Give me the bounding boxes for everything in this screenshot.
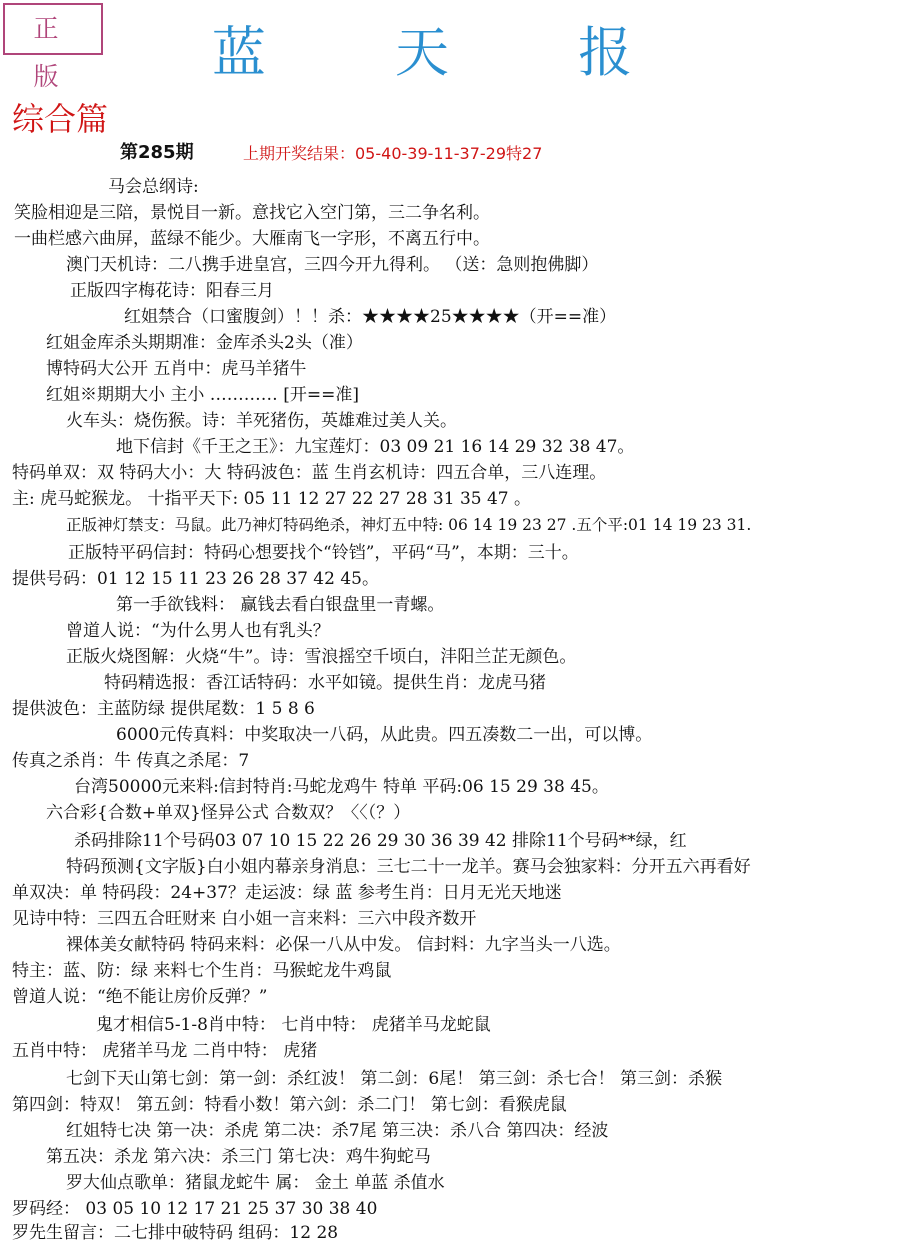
text-line: 裸体美女献特码 特码来料：必保一八从中发。 信封料：九字当头一八选。: [66, 935, 621, 955]
text-line: 鬼才相信5-1-8肖中特： 七肖中特： 虎猪羊马龙蛇鼠: [96, 1015, 491, 1035]
text-line: 主: 虎马蛇猴龙。 十指平天下: 05 11 12 27 22 27 28 31 35 47 。: [12, 489, 532, 509]
text-line: 见诗中特：三四五合旺财来 白小姐一言来料：三六中段齐数开: [12, 909, 477, 929]
section-heading: 综合篇: [12, 100, 109, 138]
text-line: 台湾50000元来料:信封特肖:马蛇龙鸡牛 特单 平码:06 15 29 38 45。: [74, 777, 609, 797]
text-line: 曾道人说：“为什么男人也有乳头？: [66, 621, 330, 641]
text-line: 正版特平码信封：特码心想要找个“铃铛”，平码“马”，本期：三十。: [68, 543, 579, 563]
text-line: 六合彩{合数+单双}怪异公式 合数双？〈〈（？）: [46, 803, 411, 823]
text-line: 单双决：单 特码段：24+37？走运波：绿 蓝 参考生肖：日月无光天地迷: [12, 883, 562, 903]
text-line: 第一手欲钱料： 赢钱去看白银盘里一青螺。: [116, 595, 445, 615]
page-title: 蓝 天 报: [211, 21, 689, 84]
text-line: 笑脸相迎是三陪，景悦目一新。意找它入空门第，三二争名利。: [14, 203, 490, 223]
text-line: 红姐金库杀头期期准：金库杀头2头（准）: [46, 333, 363, 353]
text-line: 特主：蓝、防：绿 来料七个生肖：马猴蛇龙牛鸡鼠: [12, 961, 392, 981]
text-line: 火车头：烧伤猴。诗：羊死猪伤，英雄难过美人关。: [66, 411, 457, 431]
text-line: 正版神灯禁支：马鼠。此乃神灯特码绝杀，神灯五中特: 06 14 19 23 27 .五个平:01 14 19 23 31.: [66, 516, 752, 534]
text-line: 地下信封《千王之王》：九宝莲灯：03 09 21 16 14 29 32 38 47。: [116, 437, 635, 457]
text-line: 罗码经： 03 05 10 12 17 21 25 37 30 38 40: [12, 1199, 378, 1219]
text-line: 第五决：杀龙 第六决：杀三门 第七决：鸡牛狗蛇马: [46, 1147, 431, 1167]
text-line: 提供波色：主蓝防绿 提供尾数：1 5 8 6: [12, 699, 315, 719]
text-line: 红姐特七决 第一决：杀虎 第二决：杀7尾 第三决：杀八合 第四决：经波: [66, 1121, 609, 1141]
last-draw-result: 上期开奖结果：05-40-39-11-37-29特27: [243, 144, 543, 163]
text-line: 七剑下天山第七剑：第一剑：杀红波！ 第二剑：6尾！ 第三剑：杀七合！ 第三剑：杀猴: [66, 1069, 723, 1089]
text-line: 6000元传真料：中奖取决一八码，从此贵。四五凑数二一出，可以博。: [116, 725, 653, 745]
text-line: 一曲栏感六曲屏，蓝绿不能少。大雁南飞一字形，不离五行中。: [14, 229, 490, 249]
text-line: 正版四字梅花诗：阳春三月: [70, 281, 274, 301]
text-line: 正版火烧图解：火烧“牛”。诗：雪浪摇空千顷白，沣阳兰芷无颜色。: [66, 647, 577, 667]
text-line: 特码单双：双 特码大小：大 特码波色：蓝 生肖玄机诗：四五合单，三八连理。: [12, 463, 607, 483]
text-line: 罗大仙点歌单：猪鼠龙蛇牛 属： 金土 单蓝 杀值水: [66, 1173, 445, 1193]
text-line: 特码预测{文字版}白小姐内幕亲身消息：三七二十一龙羊。赛马会独家料：分开五六再看好: [66, 857, 751, 877]
text-line: 第四剑：特双！ 第五剑：特看小数！第六剑：杀二门！ 第七剑：看猴虎鼠: [12, 1095, 567, 1115]
text-line: 五肖中特： 虎猪羊马龙 二肖中特： 虎猪: [12, 1041, 318, 1061]
issue-number: 第285期: [120, 142, 194, 163]
text-line: 马会总纲诗:: [108, 177, 199, 197]
text-line: 罗先生留言：二七排中破特码 组码：12 28: [12, 1223, 339, 1243]
text-line: 红姐※期期大小 主小 ………… [开==准]: [46, 385, 359, 405]
text-line: 杀码排除11个号码03 07 10 15 22 26 29 30 36 39 42 排除11个号码**绿，红: [74, 831, 687, 851]
text-line: 提供号码：01 12 15 11 23 26 28 37 42 45。: [12, 569, 379, 589]
text-line: 特码精选报：香江话特码：水平如镜。提供生肖：龙虎马猪: [104, 673, 546, 693]
text-line: 博特码大公开 五肖中：虎马羊猪牛: [46, 359, 307, 379]
text-line: 红姐禁合（口蜜腹剑）！！杀：★★★★25★★★★（开==准）: [124, 307, 617, 327]
text-line: 传真之杀肖：牛 传真之杀尾：7: [12, 751, 250, 771]
genuine-stamp: 正 版: [3, 3, 103, 55]
text-line: 澳门天机诗：二八携手进皇宫，三四今开九得利。 （送：急则抱佛脚）: [66, 255, 599, 275]
text-line: 曾道人说：“绝不能让房价反弹？”: [12, 987, 268, 1007]
